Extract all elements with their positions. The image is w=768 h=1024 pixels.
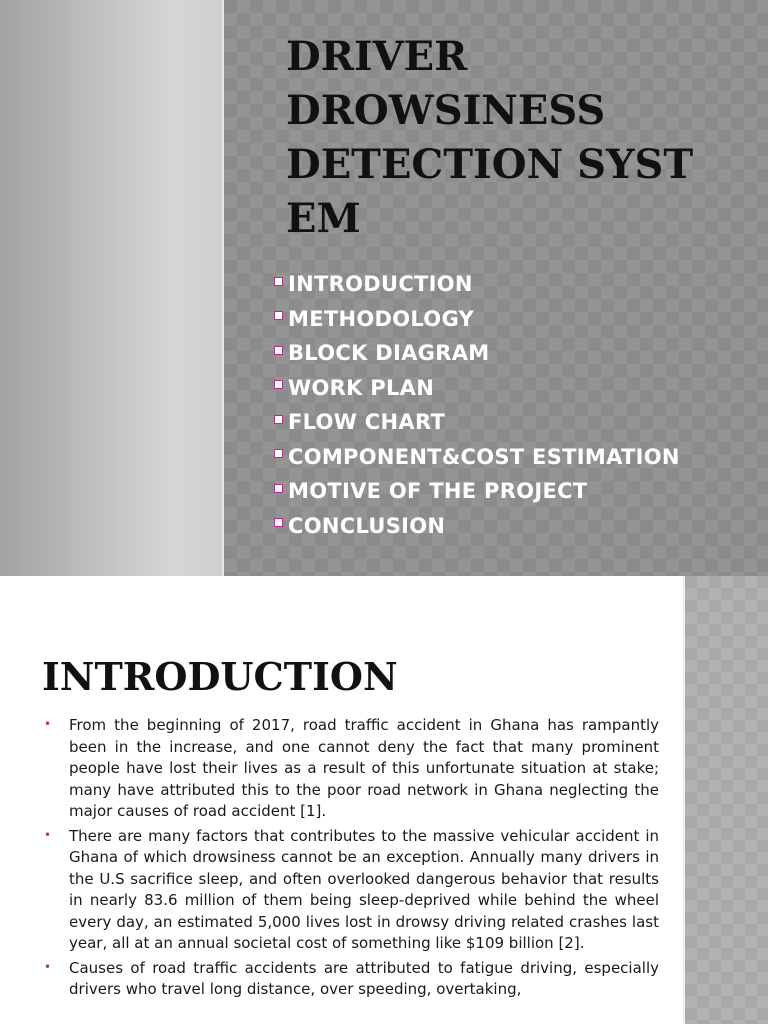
square-bullet-icon [272, 344, 284, 356]
agenda-item-conclusion [272, 509, 680, 544]
agenda-item-label: COMPONENT&COST ESTIMATION [288, 444, 680, 469]
bullet-dot-icon: • [44, 827, 52, 842]
patterned-side-strip [685, 576, 768, 1024]
agenda-item-motive [272, 474, 680, 509]
title-line: EM [286, 195, 361, 242]
square-bullet-icon [272, 413, 284, 425]
square-bullet-icon [272, 275, 284, 287]
introduction-bullets [42, 715, 659, 1004]
square-bullet-icon [272, 448, 284, 460]
bullet-paragraph [42, 958, 659, 1001]
agenda-item-label: METHODOLOGY [288, 306, 475, 331]
agenda-item-component-cost [272, 440, 680, 475]
slide-introduction [0, 576, 768, 1024]
agenda-item-label: FLOW CHART [288, 410, 446, 435]
slide-title [286, 30, 746, 246]
agenda-item-introduction [272, 267, 680, 302]
bullet-dot-icon: • [44, 717, 52, 731]
paragraph-text: From the beginning of 2017, road traffic accident in Ghana has rampantly been in the increase, and one cannot deny the fact that many prominent people have lost their lives as a result of this unfortunate situation at stake; many have attributed this to the poor road network in Ghana neglecting the major causes of road accident [1]. [69, 716, 659, 820]
agenda-item-flow-chart [272, 405, 680, 440]
agenda-item-methodology [272, 302, 680, 337]
title-line: DROWSINESS [286, 87, 606, 134]
agenda-item-label: MOTIVE OF THE PROJECT [288, 479, 588, 504]
agenda-list [272, 267, 680, 543]
agenda-item-label: INTRODUCTION [288, 272, 473, 297]
square-bullet-icon [272, 517, 284, 529]
agenda-item-label: WORK PLAN [288, 375, 435, 400]
agenda-item-label: BLOCK DIAGRAM [288, 341, 490, 366]
paragraph-text: There are many factors that contributes to the massive vehicular accident in Ghana of which drowsiness cannot be an exception. Annually many drivers in the U.S sacrifice sleep, and often overlooked dangerous behavior that results in nearly 83.6 million of them being sleep-deprived while behind the wheel every day, an estimated 5,000 lives lost in drowsy driving related crashes last year, all at an annual societal cost of something like $109 billion [2]. [69, 826, 659, 952]
left-gradient-panel [0, 0, 222, 576]
square-bullet-icon [272, 482, 284, 494]
paragraph-text: Causes of road traffic accidents are attributed to fatigue driving, especially drivers who travel long distance, over speeding, overtaking, [69, 958, 659, 998]
agenda-item-block-diagram [272, 336, 680, 371]
agenda-item-label: CONCLUSION [288, 513, 446, 538]
section-title: INTRODUCTION [42, 654, 398, 699]
title-line: DRIVER [286, 33, 468, 80]
title-line: DETECTION SYST [286, 141, 694, 188]
bullet-paragraph [42, 715, 659, 823]
agenda-item-work-plan [272, 371, 680, 406]
bullet-dot-icon: • [44, 959, 52, 974]
bullet-paragraph [42, 826, 659, 955]
square-bullet-icon [272, 310, 284, 322]
square-bullet-icon [272, 379, 284, 391]
